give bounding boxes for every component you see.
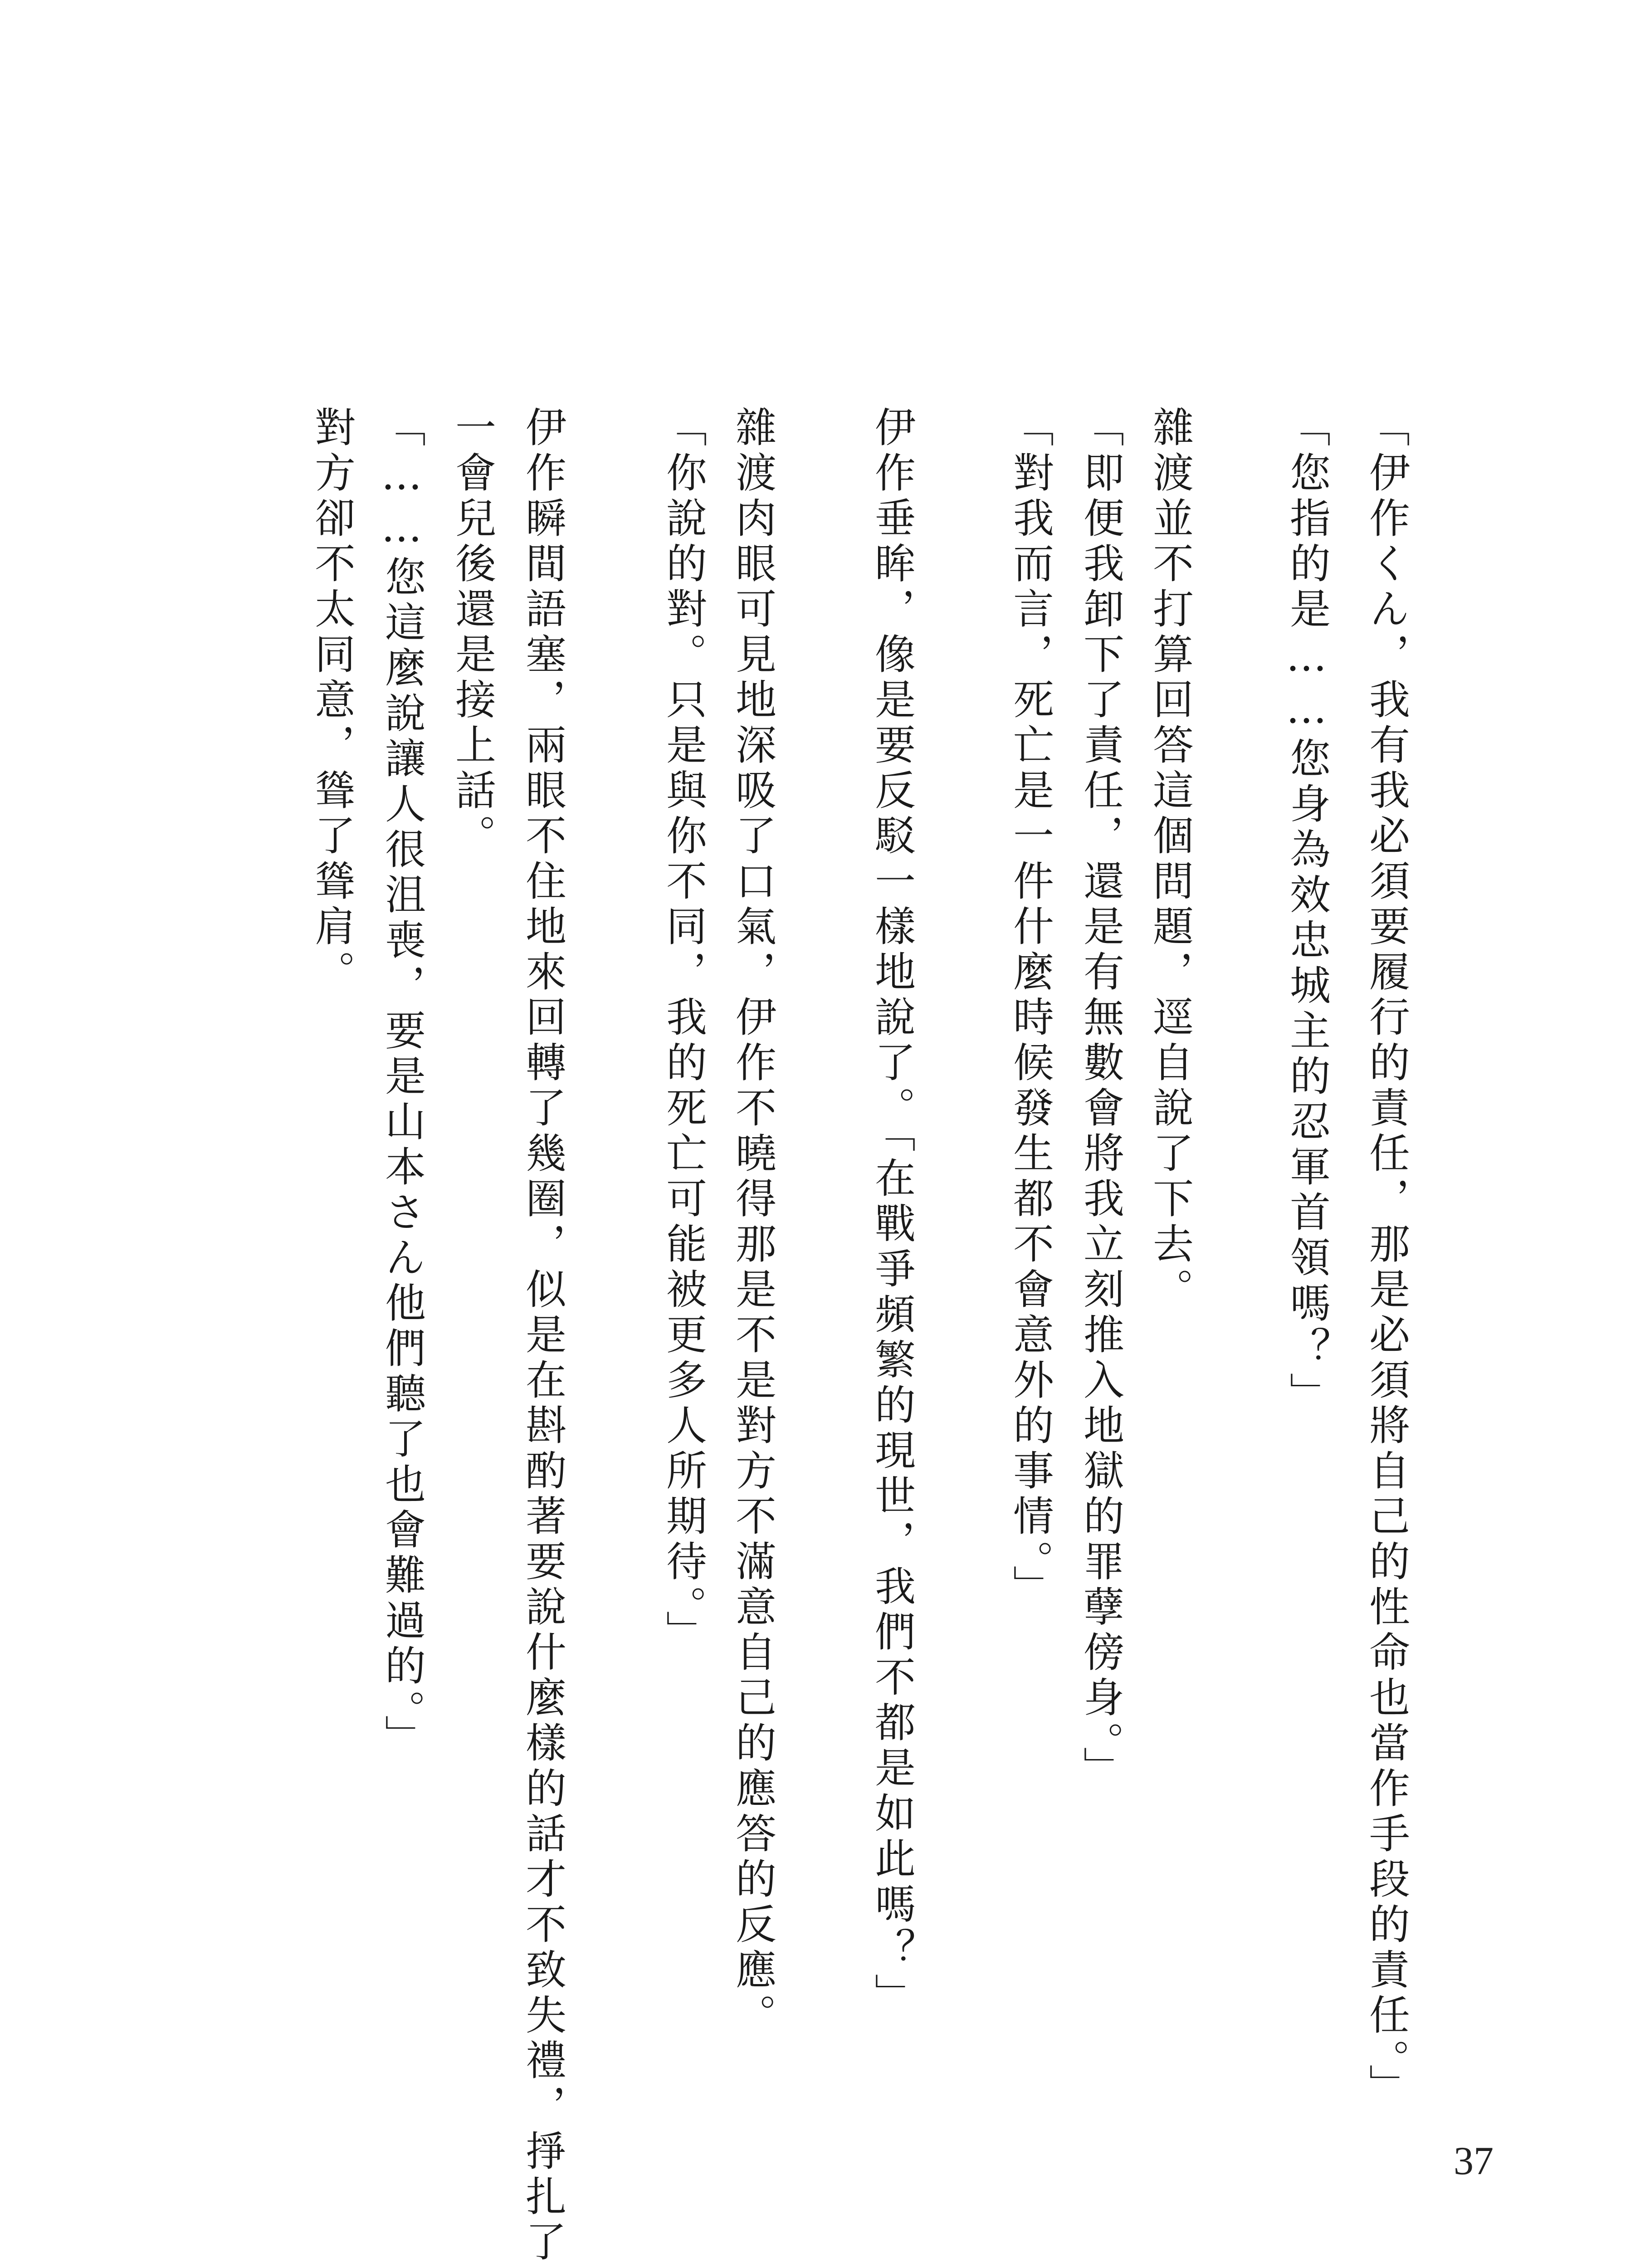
- text-column: 伊作垂眸，像是要反駁一樣地說了。「在戰爭頻繁的現世，我們不都是如此嗎？」: [868, 406, 915, 2019]
- text-column: 對方卻不太同意，聳了聳肩。: [308, 406, 355, 996]
- page-number: 37: [1454, 2139, 1494, 2183]
- text-column: 雜渡肉眼可見地深吸了口氣，伊作不曉得那是不是對方不滿意自己的應答的反應。: [728, 406, 776, 2039]
- text-column: 「伊作くん，我有我必須要履行的責任，那是必須將自己的性命也當作手段的責任。」: [1362, 406, 1410, 2109]
- text-column: 「你說的對。只是與你不同，我的死亡可能被更多人所期待。」: [659, 406, 707, 1656]
- text-column: 「對我而言，死亡是一件什麼時候發生都不會意外的事情。」: [1006, 406, 1054, 1610]
- text-column: 伊作瞬間語塞，兩眼不住地來回轉了幾圈，似是在斟酌著要說什麼樣的話才不致失禮，掙扎了: [518, 406, 566, 2266]
- text-column: 一會兒後還是接上話。: [448, 406, 496, 860]
- text-column: 「您指的是……您身為效忠城主的忍軍首領嗎？」: [1283, 406, 1330, 1418]
- text-column: 「……您這麼說讓人很沮喪，要是山本さん他們聽了也會難過的。」: [378, 406, 425, 1760]
- text-column: 雜渡並不打算回答這個問題，逕自說了下去。: [1146, 406, 1193, 1313]
- text-column: 「即便我卸下了責任，還是有無數會將我立刻推入地獄的罪孽傍身。」: [1076, 406, 1124, 1792]
